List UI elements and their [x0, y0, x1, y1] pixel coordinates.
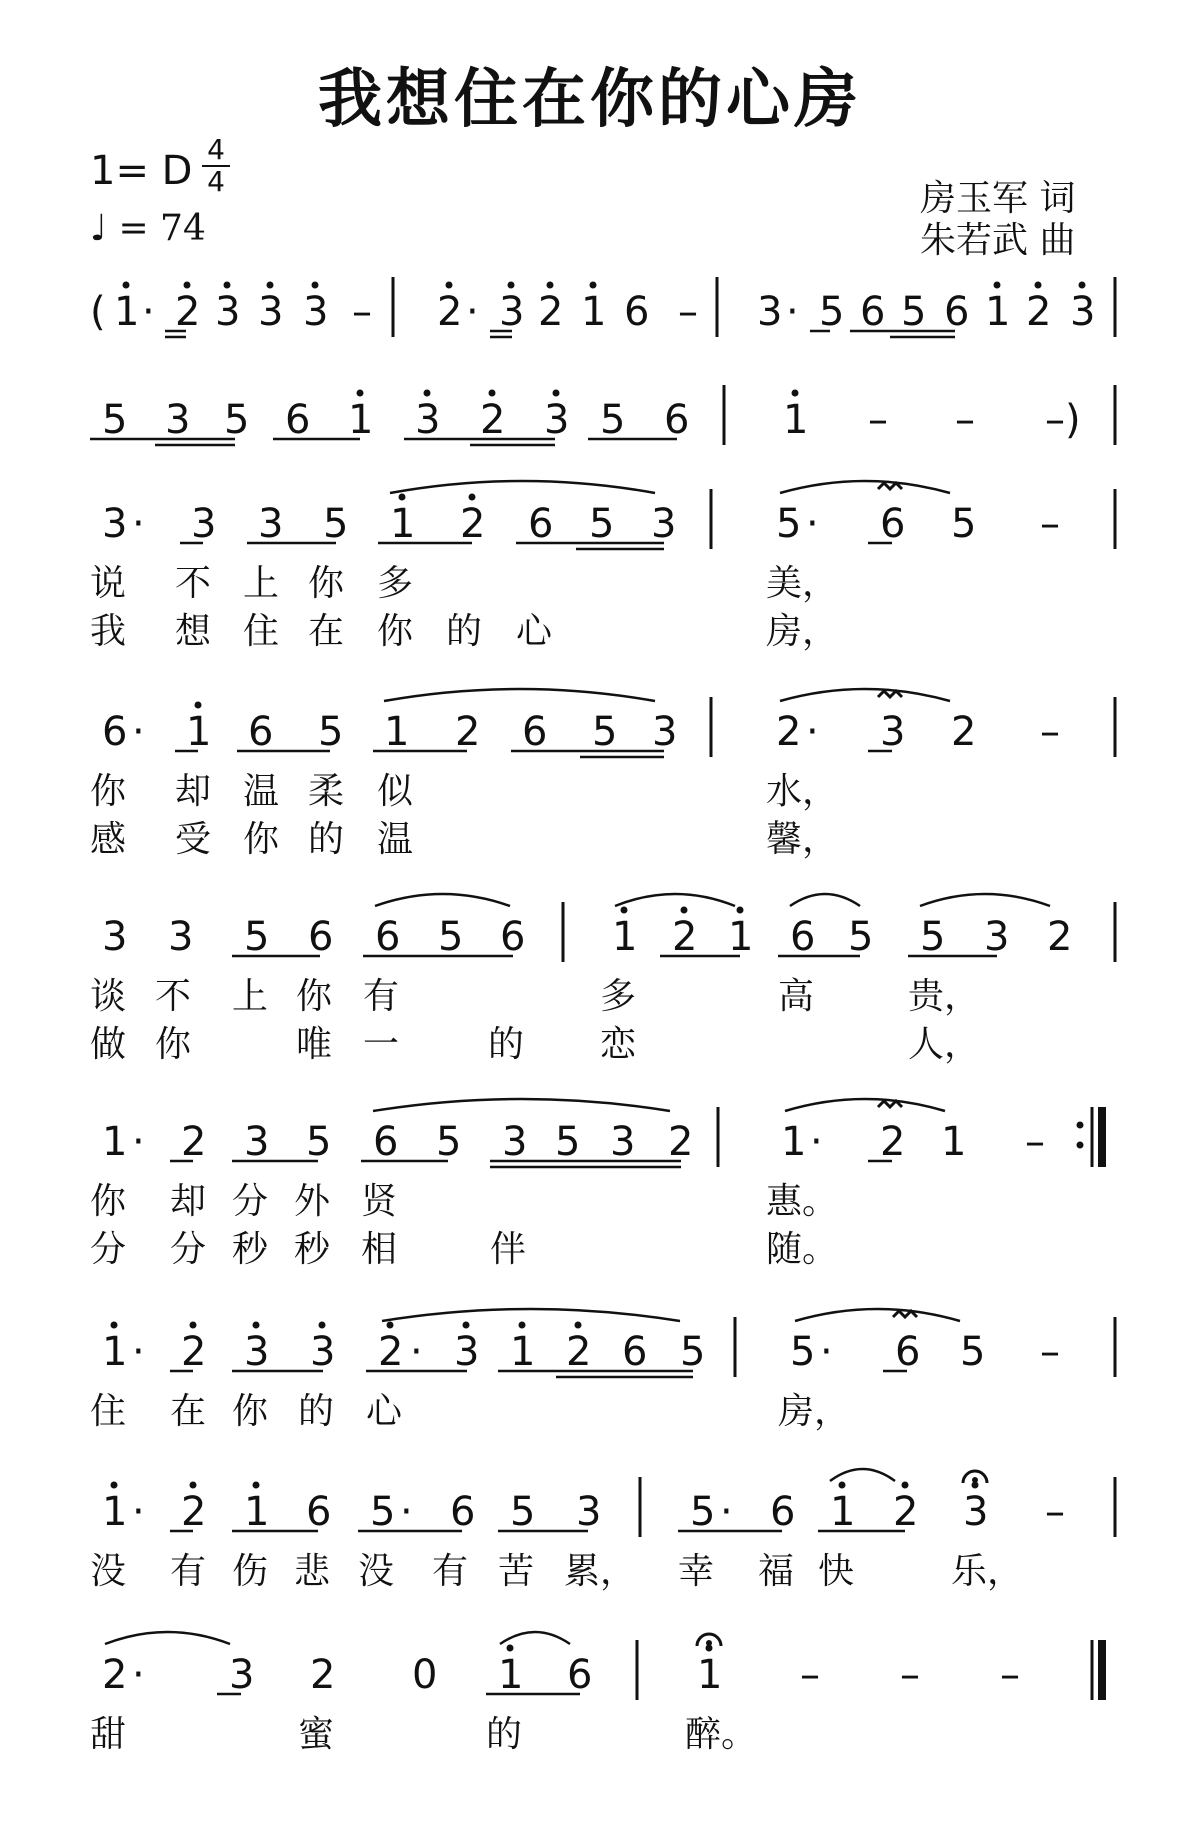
lyric-word: 你: [232, 1391, 269, 1432]
note: 1: [830, 1489, 856, 1535]
tempo-value: = 74: [118, 208, 206, 249]
lyric-word: 的: [446, 611, 483, 652]
lyric-word: 幸: [678, 1551, 715, 1592]
lyric-word: 似: [377, 771, 414, 812]
slur-tie: [105, 1632, 230, 1644]
lyric-word: 不: [155, 976, 192, 1017]
note: ·: [132, 501, 145, 547]
lyric-word: 的: [298, 1391, 335, 1432]
note: 3: [880, 709, 906, 755]
note: 1: [114, 289, 140, 335]
note: 6: [528, 501, 554, 547]
note: 2: [672, 914, 698, 960]
lyric-word: 伴: [490, 1229, 527, 1270]
composer-credit: 朱若武 曲: [920, 220, 1076, 261]
note: 5: [589, 501, 615, 547]
note: ·: [132, 1119, 145, 1165]
note: 3: [244, 1119, 270, 1165]
note: –: [1040, 501, 1060, 547]
note: 2: [181, 1489, 207, 1535]
note: 2: [378, 1329, 404, 1375]
note: 2: [437, 289, 463, 335]
note: 3: [610, 1119, 636, 1165]
lyric-word: 贤: [361, 1181, 398, 1222]
note: 6: [306, 1489, 332, 1535]
note: 6: [500, 914, 526, 960]
note: 2: [893, 1489, 919, 1535]
note: 2: [455, 709, 481, 755]
lyric-word: 人，: [908, 1024, 981, 1065]
note: 3: [310, 1329, 336, 1375]
slur-tie: [785, 1099, 945, 1111]
lyric-word: 房，: [778, 1391, 851, 1432]
lyric-word: 相: [361, 1229, 398, 1270]
lyric-word: 恋: [600, 1024, 637, 1065]
lyric-word: 有: [363, 976, 400, 1017]
fermata-dot: [972, 1477, 978, 1483]
note: 6: [102, 709, 128, 755]
slur-tie: [795, 1309, 960, 1321]
note: 5: [848, 914, 874, 960]
octave-dot: [621, 907, 628, 914]
note: ·: [806, 501, 819, 547]
note: 2: [102, 1652, 128, 1698]
note: –: [800, 1652, 820, 1698]
lyric-word: 上: [243, 563, 280, 604]
note: 2: [480, 397, 506, 443]
note: 3: [1070, 289, 1096, 335]
note: 5: [244, 914, 270, 960]
note: 5: [555, 1119, 581, 1165]
note: 6: [624, 289, 650, 335]
note: 1: [581, 289, 607, 335]
note: 1: [348, 397, 374, 443]
note: 5: [592, 709, 618, 755]
octave-dot: [507, 1645, 514, 1652]
slur-tie: [375, 894, 510, 906]
lyric-word: 柔: [308, 771, 345, 812]
note: 3: [258, 289, 284, 335]
note: 5: [102, 397, 128, 443]
note: 6: [622, 1329, 648, 1375]
note: 5: [690, 1489, 716, 1535]
note: 6: [373, 1119, 399, 1165]
note: 3: [652, 709, 678, 755]
lyric-word: 却: [175, 771, 212, 812]
lyric-word: 不: [175, 563, 212, 604]
octave-dot: [190, 1322, 197, 1329]
note: 3: [757, 289, 783, 335]
lyric-word: 贵，: [908, 976, 981, 1017]
octave-dot: [792, 390, 799, 397]
lyric-word: 秒: [232, 1229, 269, 1270]
note: 3: [258, 501, 284, 547]
slur-tie: [384, 689, 655, 701]
lyric-word: 在: [308, 611, 345, 652]
note: 0: [412, 1652, 438, 1698]
lyric-word: 感: [90, 819, 127, 860]
lyric-word: 多: [600, 976, 637, 1017]
octave-dot: [312, 282, 319, 289]
note: 5: [224, 397, 250, 443]
note: 6: [860, 289, 886, 335]
note: 3: [502, 1119, 528, 1165]
note: 3: [165, 397, 191, 443]
note: ·: [806, 709, 819, 755]
note: 3: [303, 289, 329, 335]
note: (: [90, 289, 106, 335]
octave-dot: [190, 1482, 197, 1489]
lyric-word: 唯: [296, 1024, 333, 1065]
note: 6: [770, 1489, 796, 1535]
lyric-word: 分: [170, 1229, 207, 1270]
note: 5: [901, 289, 927, 335]
octave-dot: [253, 1322, 260, 1329]
note: 5: [680, 1329, 706, 1375]
lyric-word: 的: [308, 819, 345, 860]
lyric-word: 苦: [498, 1551, 535, 1592]
lyric-word: 有: [170, 1551, 207, 1592]
note: 6: [790, 914, 816, 960]
lyric-word: 悲: [294, 1551, 331, 1592]
note: 3: [963, 1489, 989, 1535]
note: 2: [1026, 289, 1052, 335]
lyric-word: 没: [358, 1551, 395, 1592]
note: ·: [410, 1329, 423, 1375]
note: 1: [102, 1489, 128, 1535]
note: ·: [400, 1489, 413, 1535]
octave-dot: [553, 390, 560, 397]
lyric-word: 甜: [90, 1714, 127, 1755]
note: 5: [790, 1329, 816, 1375]
fermata-dot: [706, 1640, 712, 1646]
octave-dot: [224, 282, 231, 289]
note: 5: [370, 1489, 396, 1535]
lyric-word: 美，: [766, 563, 839, 604]
octave-dot: [839, 1482, 846, 1489]
note: 5: [960, 1329, 986, 1375]
note: 6: [880, 501, 906, 547]
slur-tie: [780, 689, 950, 701]
lyric-word: 分: [232, 1181, 269, 1222]
octave-dot: [681, 907, 688, 914]
note: 3: [454, 1329, 480, 1375]
note: 2: [566, 1329, 592, 1375]
note: 5: [318, 709, 344, 755]
note: 2: [668, 1119, 694, 1165]
note: 2: [181, 1329, 207, 1375]
note: ·: [720, 1489, 733, 1535]
lyric-word: 分: [90, 1229, 127, 1270]
octave-dot: [547, 282, 554, 289]
song-title: 我想住在你的心房: [318, 63, 862, 137]
note: 1: [102, 1119, 128, 1165]
lyric-word: 高: [778, 976, 815, 1017]
slur-tie: [790, 894, 860, 906]
note: 5: [920, 914, 946, 960]
octave-dot: [737, 907, 744, 914]
slur-tie: [390, 481, 655, 493]
key-signature: 1= D: [90, 148, 193, 194]
note: 5: [951, 501, 977, 547]
octave-dot: [508, 282, 515, 289]
note: ·: [132, 1652, 145, 1698]
octave-dot: [575, 1322, 582, 1329]
slur-tie: [615, 894, 735, 906]
note: 5: [819, 289, 845, 335]
note: 5: [600, 397, 626, 443]
lyric-word: 做: [90, 1024, 127, 1065]
lyricist-credit: 房玉军 词: [920, 178, 1076, 219]
note: 3: [102, 501, 128, 547]
lyric-word: 谈: [90, 976, 127, 1017]
note: 3: [499, 289, 525, 335]
note: –: [955, 397, 975, 443]
octave-dot: [590, 282, 597, 289]
lyric-word: 乐，: [951, 1551, 1024, 1592]
lyric-word: 有: [432, 1551, 469, 1592]
note: –): [1045, 397, 1081, 443]
octave-dot: [1079, 282, 1086, 289]
lyric-word: 多: [377, 563, 414, 604]
note: 3: [415, 397, 441, 443]
octave-dot: [184, 282, 191, 289]
lyric-word: 蜜: [298, 1714, 335, 1755]
lyric-word: 伤: [232, 1551, 269, 1592]
lyric-word: 说: [90, 563, 127, 604]
note: 3: [102, 914, 128, 960]
lyric-word: 福: [758, 1551, 795, 1592]
note: –: [1045, 1489, 1065, 1535]
note: 5: [306, 1119, 332, 1165]
octave-dot: [123, 282, 130, 289]
note: 6: [944, 289, 970, 335]
lyric-word: 心: [516, 611, 553, 652]
note: 6: [248, 709, 274, 755]
lyric-word: 的: [488, 1024, 525, 1065]
lyric-word: 秒: [294, 1229, 331, 1270]
note: 6: [375, 914, 401, 960]
octave-dot: [489, 390, 496, 397]
note: 2: [880, 1119, 906, 1165]
note: ·: [132, 1329, 145, 1375]
note: 5: [438, 914, 464, 960]
lyric-word: 你: [155, 1024, 192, 1065]
note: 1: [783, 397, 809, 443]
lyric-word: 房，: [766, 611, 839, 652]
note: ·: [142, 289, 155, 335]
note: 3: [191, 501, 217, 547]
note: ·: [820, 1329, 833, 1375]
note: 2: [310, 1652, 336, 1698]
slur-tie: [373, 1099, 670, 1111]
note: 5: [510, 1489, 536, 1535]
lyric-word: 你: [308, 563, 345, 604]
octave-dot: [463, 1322, 470, 1329]
note: 2: [776, 709, 802, 755]
note: 6: [567, 1652, 593, 1698]
note: 2: [951, 709, 977, 755]
note: 2: [1047, 914, 1073, 960]
quarter-note-icon: ♩: [90, 208, 107, 249]
note: 2: [538, 289, 564, 335]
octave-dot: [519, 1322, 526, 1329]
note: 1: [384, 709, 410, 755]
lyric-word: 醉。: [685, 1714, 758, 1755]
octave-dot: [424, 390, 431, 397]
note: 1: [941, 1119, 967, 1165]
note: 5: [776, 501, 802, 547]
note: 1: [697, 1652, 723, 1698]
lyric-word: 却: [170, 1181, 207, 1222]
repeat-dot: [1077, 1122, 1084, 1129]
note: 3: [244, 1329, 270, 1375]
note: 1: [186, 709, 212, 755]
lyric-word: 馨，: [766, 819, 839, 860]
slur-tie: [830, 1469, 895, 1481]
lyric-word: 想: [175, 611, 212, 652]
note: –: [1040, 1329, 1060, 1375]
octave-dot: [469, 494, 476, 501]
note: 3: [651, 501, 677, 547]
note: 3: [544, 397, 570, 443]
lyric-word: 外: [294, 1181, 331, 1222]
note: ·: [466, 289, 479, 335]
note: 3: [576, 1489, 602, 1535]
octave-dot: [994, 282, 1001, 289]
note: 6: [522, 709, 548, 755]
note: –: [868, 397, 888, 443]
note: –: [352, 289, 372, 335]
lyric-word: 温: [243, 771, 280, 812]
note: 1: [244, 1489, 270, 1535]
octave-dot: [446, 282, 453, 289]
note: 1: [781, 1119, 807, 1165]
note: 1: [612, 914, 638, 960]
lyric-word: 上: [232, 976, 269, 1017]
octave-dot: [357, 390, 364, 397]
octave-dot: [902, 1482, 909, 1489]
lyric-word: 我: [90, 611, 127, 652]
note: 2: [460, 501, 486, 547]
note: –: [1040, 709, 1060, 755]
note: 5: [323, 501, 349, 547]
octave-dot: [1035, 282, 1042, 289]
slur-tie: [780, 481, 950, 493]
lyric-word: 你: [90, 1181, 127, 1222]
note: 6: [450, 1489, 476, 1535]
lyric-word: 快: [818, 1551, 855, 1592]
note: 3: [229, 1652, 255, 1698]
time-signature-top: 4: [207, 133, 225, 166]
lyric-word: 你: [243, 819, 280, 860]
note: –: [1000, 1652, 1020, 1698]
time-signature-bottom: 4: [207, 165, 225, 198]
note: 2: [175, 289, 201, 335]
note: ·: [786, 289, 799, 335]
note: ·: [810, 1119, 823, 1165]
note: 3: [215, 289, 241, 335]
note: 5: [436, 1119, 462, 1165]
octave-dot: [111, 1482, 118, 1489]
octave-dot: [253, 1482, 260, 1489]
repeat-dot: [1077, 1142, 1084, 1149]
octave-dot: [195, 702, 202, 709]
note: 1: [510, 1329, 536, 1375]
octave-dot: [319, 1322, 326, 1329]
note: 3: [168, 914, 194, 960]
lyric-word: 惠。: [766, 1181, 839, 1222]
lyric-word: 心: [366, 1391, 403, 1432]
lyric-word: 受: [175, 819, 212, 860]
lyric-word: 没: [90, 1551, 127, 1592]
note: 1: [985, 289, 1011, 335]
note: 6: [895, 1329, 921, 1375]
note: 6: [664, 397, 690, 443]
note: –: [678, 289, 698, 335]
octave-dot: [399, 494, 406, 501]
note: 2: [181, 1119, 207, 1165]
lyric-word: 住: [90, 1391, 127, 1432]
lyric-word: 累，: [564, 1551, 637, 1592]
octave-dot: [387, 1322, 394, 1329]
lyric-word: 一: [363, 1024, 400, 1065]
lyric-word: 随。: [766, 1229, 839, 1270]
note: 3: [984, 914, 1010, 960]
lyric-word: 水，: [766, 771, 839, 812]
lyric-word: 温: [377, 819, 414, 860]
note: ·: [132, 1489, 145, 1535]
note: 1: [102, 1329, 128, 1375]
note: 1: [390, 501, 416, 547]
note: 6: [285, 397, 311, 443]
note: 1: [728, 914, 754, 960]
lyric-word: 的: [486, 1714, 523, 1755]
note: 1: [498, 1652, 524, 1698]
slur-tie: [382, 1309, 680, 1321]
note: –: [900, 1652, 920, 1698]
lyric-word: 你: [377, 611, 414, 652]
slur-tie: [500, 1632, 570, 1644]
slur-tie: [920, 894, 1050, 906]
note: 6: [308, 914, 334, 960]
lyric-word: 你: [296, 976, 333, 1017]
note: –: [1025, 1119, 1045, 1165]
octave-dot: [267, 282, 274, 289]
octave-dot: [111, 1322, 118, 1329]
lyric-word: 住: [243, 611, 280, 652]
note: ·: [132, 709, 145, 755]
lyric-word: 你: [90, 771, 127, 812]
lyric-word: 在: [170, 1391, 207, 1432]
